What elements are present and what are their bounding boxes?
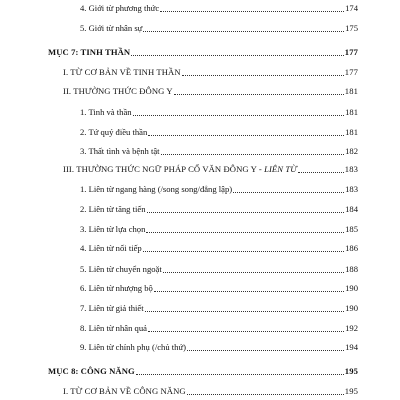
toc-entry-page: 186 [345,243,358,253]
dot-leader [131,55,344,56]
toc-entry [80,0,358,14]
toc-entry-page: 182 [345,146,358,156]
toc-entry [63,64,358,78]
toc-entry-label [63,164,297,175]
toc-entry-page: 188 [345,264,358,274]
toc-entry [63,83,358,97]
toc-entry [80,261,358,275]
toc-entry [80,221,358,235]
dot-leader [187,350,344,351]
toc-entry-page: 190 [345,283,358,293]
toc-entry-label: 7. Liên từ giả thiết [80,303,144,313]
toc-entry-label-italic: LIÊN TỪ [264,164,297,174]
toc-entry [80,300,358,314]
dot-leader [154,291,344,292]
toc-entry-page: 177 [344,47,358,57]
toc-entry-label: 1. Tinh và thần [80,107,132,117]
dot-leader [148,331,344,332]
toc-entry [80,124,358,138]
toc-entry [80,104,358,118]
dot-leader [160,11,344,12]
dot-leader [146,232,344,233]
toc-section-heading [48,363,358,377]
dot-leader [143,31,344,32]
toc-entry-page: 181 [344,86,358,96]
toc-entry-label: 2. Liên từ tăng tiến [80,204,146,214]
toc-entry-label: 8. Liên từ nhân quả [80,323,147,333]
toc-entry-label: 5. Liên từ chuyển ngoặt [80,264,162,274]
toc-entry [80,181,358,195]
dot-leader [233,192,344,193]
toc-section-heading [48,44,358,58]
toc-entry-label: 5. Giới từ nhân sự [80,23,143,33]
toc-entry-page: 174 [345,3,358,13]
toc-entry [63,383,358,397]
dot-leader [163,272,344,273]
toc-entry [80,143,358,157]
dot-leader [148,135,344,136]
toc-entry-page: 194 [345,342,358,352]
dot-leader [136,374,344,375]
toc-entry-label: MỤC 7: TINH THẦN [48,47,131,57]
toc-entry-page: 184 [345,204,358,214]
toc-entry-label: 3. Thất tình và bệnh tật [80,146,160,156]
toc-entry-page: 183 [344,164,358,174]
toc-entry-label: 2. Tứ quý điều thần [80,127,148,137]
toc-entry-page: 183 [345,184,358,194]
toc-entry-label: 3. Liên từ lựa chọn [80,224,146,234]
toc-entry-label: I. TỪ CƠ BẢN VỀ TINH THẦN [63,67,181,77]
dot-leader [161,154,345,155]
toc-entry-label: 6. Liên từ nhượng bộ [80,283,153,293]
dot-leader [182,75,344,76]
toc-entry [63,161,358,175]
toc-entry-page: 185 [345,224,358,234]
toc-entry-label: 9. Liên từ chính phụ (/chủ thứ) [80,342,186,352]
toc-entry-page: 192 [345,323,358,333]
toc-entry-label: MỤC 8: CÔNG NĂNG [48,366,135,376]
toc-entry-page: 181 [345,107,358,117]
toc-entry-label: 4. Liên từ nối tiếp [80,243,142,253]
toc-entry-page: 181 [345,127,358,137]
toc-entry [80,339,358,353]
toc-entry-page: 195 [344,386,358,396]
toc-entry-label: II. THƯỜNG THỨC ĐÔNG Y [63,86,173,96]
dot-leader [174,94,344,95]
toc-entry-page: 190 [345,303,358,313]
dot-leader [298,172,344,173]
dot-leader [143,251,344,252]
toc-entry-label: I. TỪ CƠ BẢN VỀ CÔNG NĂNG [63,386,186,396]
toc-entry-label: 1. Liên từ ngang hàng (/song song/đẳng lập) [80,184,233,194]
toc-entry [80,201,358,215]
dot-leader [147,212,345,213]
toc-entry-label: 4. Giới từ phương thức [80,3,160,13]
toc-entry-label-main: III. THƯỜNG THỨC NGỮ PHÁP CỔ VĂN ĐÔNG Y - [63,164,265,174]
toc-entry-page: 177 [344,67,358,77]
toc-entry [80,320,358,334]
toc-entry [80,240,358,254]
toc-entry [80,20,358,34]
dot-leader [133,115,345,116]
toc-entry [80,280,358,294]
dot-leader [187,394,344,395]
dot-leader [145,311,345,312]
toc-entry-page: 175 [345,23,358,33]
toc-entry-page: 195 [344,366,358,376]
